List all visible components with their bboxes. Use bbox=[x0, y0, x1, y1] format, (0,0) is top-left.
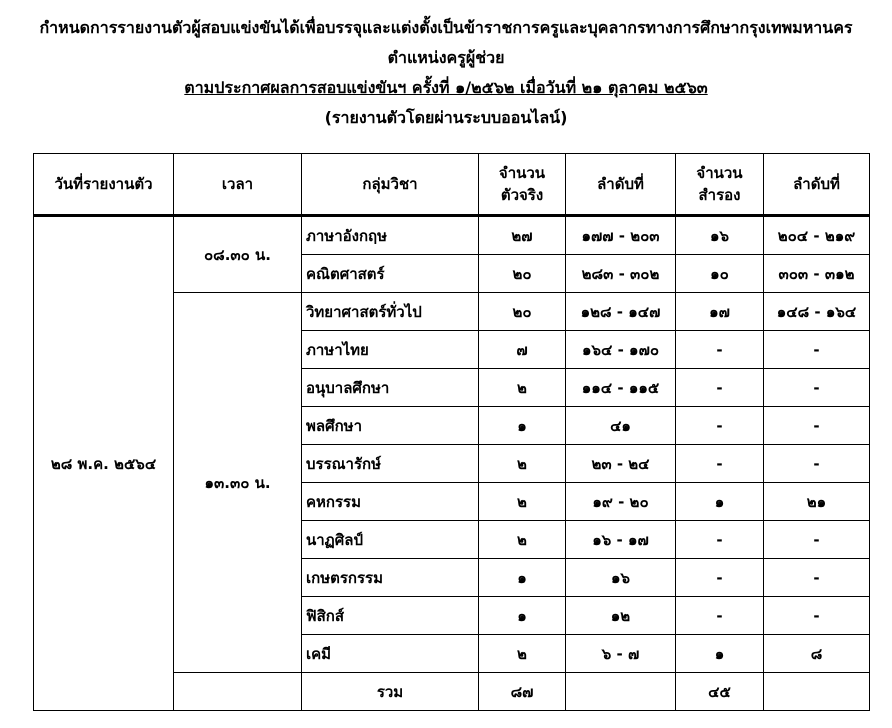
reserve-count-cell: ๑๗ bbox=[676, 293, 764, 331]
subject-cell: คหกรรม bbox=[302, 483, 479, 521]
actual-count-cell: ๒ bbox=[479, 445, 566, 483]
actual-order-cell: ๑๑๔ - ๑๑๕ bbox=[566, 369, 676, 407]
schedule-table bbox=[33, 153, 870, 711]
total-label: รวม bbox=[302, 673, 479, 711]
reserve-order-cell: - bbox=[764, 559, 870, 597]
actual-count-cell: ๑ bbox=[479, 559, 566, 597]
time-slot-afternoon: ๑๓.๓๐ น. bbox=[174, 293, 302, 673]
title-line-2: ตำแหน่งครูผู้ช่วย bbox=[387, 48, 505, 67]
col-reserve-count-line2: สำรอง bbox=[698, 186, 741, 204]
col-actual-count-header bbox=[479, 154, 566, 216]
reserve-order-cell: - bbox=[764, 331, 870, 369]
subject-cell: อนุบาลศึกษา bbox=[302, 369, 479, 407]
subject-cell: ฟิสิกส์ bbox=[302, 597, 479, 635]
reserve-order-cell: - bbox=[764, 445, 870, 483]
total-actual-count: ๘๗ bbox=[479, 673, 566, 711]
col-reserve-order-header: ลำดับที่ bbox=[764, 154, 870, 216]
reserve-order-cell: ๓๐๓ - ๓๑๒ bbox=[764, 255, 870, 293]
col-actual-order-header: ลำดับที่ bbox=[566, 154, 676, 216]
reserve-count-cell: ๑ bbox=[676, 635, 764, 673]
subject-cell: ภาษาอังกฤษ bbox=[302, 216, 479, 255]
subject-cell: คณิตศาสตร์ bbox=[302, 255, 479, 293]
reserve-order-cell: - bbox=[764, 521, 870, 559]
subject-cell: ภาษาไทย bbox=[302, 331, 479, 369]
actual-count-cell: ๗ bbox=[479, 331, 566, 369]
actual-order-cell: ๒๓ - ๒๔ bbox=[566, 445, 676, 483]
actual-count-cell: ๒ bbox=[479, 635, 566, 673]
reserve-order-cell: ๘ bbox=[764, 635, 870, 673]
col-actual-count-line2: ตัวจริง bbox=[500, 186, 544, 204]
reserve-count-cell: ๑ bbox=[676, 483, 764, 521]
reserve-order-cell: ๑๔๘ - ๑๖๔ bbox=[764, 293, 870, 331]
reserve-count-cell: ๑๐ bbox=[676, 255, 764, 293]
subject-cell: นาฏศิลป์ bbox=[302, 521, 479, 559]
actual-order-cell: ๑๒๘ - ๑๔๗ bbox=[566, 293, 676, 331]
actual-count-cell: ๒ bbox=[479, 521, 566, 559]
col-time-header: เวลา bbox=[174, 154, 302, 216]
col-subject-header: กลุ่มวิชา bbox=[302, 154, 479, 216]
title-line-1: กำหนดการรายงานตัวผู้สอบแข่งขันได้เพื่อบรรจุและแต่งตั้งเป็นข้าราชการครูและบุคลากรทางการศึกษากรุงเทพมหานคร bbox=[39, 18, 853, 37]
reserve-count-cell: - bbox=[676, 331, 764, 369]
total-actual-order-empty bbox=[566, 673, 676, 711]
total-reserve-count: ๔๕ bbox=[676, 673, 764, 711]
reserve-order-cell: - bbox=[764, 369, 870, 407]
report-date-cell: ๒๘ พ.ค. ๒๕๖๔ bbox=[34, 216, 174, 711]
actual-count-cell: ๑ bbox=[479, 597, 566, 635]
col-reserve-count-line1: จำนวน bbox=[696, 164, 743, 182]
col-reserve-count-header bbox=[676, 154, 764, 216]
reserve-order-cell: ๒๐๔ - ๒๑๙ bbox=[764, 216, 870, 255]
reserve-count-cell: - bbox=[676, 521, 764, 559]
reserve-count-cell: ๑๖ bbox=[676, 216, 764, 255]
col-actual-count-line1: จำนวน bbox=[498, 164, 546, 182]
time-slot-morning: ๐๘.๓๐ น. bbox=[174, 216, 302, 293]
actual-order-cell: ๒๘๓ - ๓๐๒ bbox=[566, 255, 676, 293]
header-row bbox=[34, 154, 870, 216]
actual-order-cell: ๑๖ bbox=[566, 559, 676, 597]
actual-count-cell: ๒ bbox=[479, 369, 566, 407]
table-row bbox=[34, 216, 870, 255]
actual-order-cell: ๑๖ - ๑๗ bbox=[566, 521, 676, 559]
col-date-header: วันที่รายงานตัว bbox=[34, 154, 174, 216]
actual-count-cell: ๒๗ bbox=[479, 216, 566, 255]
subject-cell: พลศึกษา bbox=[302, 407, 479, 445]
actual-order-cell: ๑๗๗ - ๒๐๓ bbox=[566, 216, 676, 255]
reserve-order-cell: - bbox=[764, 407, 870, 445]
reserve-order-cell: - bbox=[764, 597, 870, 635]
title-line-4: (รายงานตัวโดยผ่านระบบออนไลน์) bbox=[324, 108, 568, 127]
subject-cell: เกษตรกรรม bbox=[302, 559, 479, 597]
total-reserve-order-empty bbox=[764, 673, 870, 711]
actual-order-cell: ๑๒ bbox=[566, 597, 676, 635]
reserve-count-cell: - bbox=[676, 597, 764, 635]
subject-cell: วิทยาศาสตร์ทั่วไป bbox=[302, 293, 479, 331]
document-header bbox=[0, 13, 892, 133]
actual-order-cell: ๑๙ - ๒๐ bbox=[566, 483, 676, 521]
actual-order-cell: ๖ - ๗ bbox=[566, 635, 676, 673]
subject-cell: เคมี bbox=[302, 635, 479, 673]
reserve-count-cell: - bbox=[676, 369, 764, 407]
actual-order-cell: ๑๖๔ - ๑๗๐ bbox=[566, 331, 676, 369]
actual-count-cell: ๒๐ bbox=[479, 293, 566, 331]
title-line-3: ตามประกาศผลการสอบแข่งขันฯ ครั้งที่ ๑/๒๕๖๒ เมื่อวันที่ ๒๑ ตุลาคม ๒๕๖๓ bbox=[184, 78, 708, 97]
actual-order-cell: ๔๑ bbox=[566, 407, 676, 445]
subject-cell: บรรณารักษ์ bbox=[302, 445, 479, 483]
reserve-order-cell: ๒๑ bbox=[764, 483, 870, 521]
reserve-count-cell: - bbox=[676, 445, 764, 483]
actual-count-cell: ๑ bbox=[479, 407, 566, 445]
actual-count-cell: ๒ bbox=[479, 483, 566, 521]
total-time-empty-cell bbox=[174, 673, 302, 711]
reserve-count-cell: - bbox=[676, 407, 764, 445]
reserve-count-cell: - bbox=[676, 559, 764, 597]
actual-count-cell: ๒๐ bbox=[479, 255, 566, 293]
